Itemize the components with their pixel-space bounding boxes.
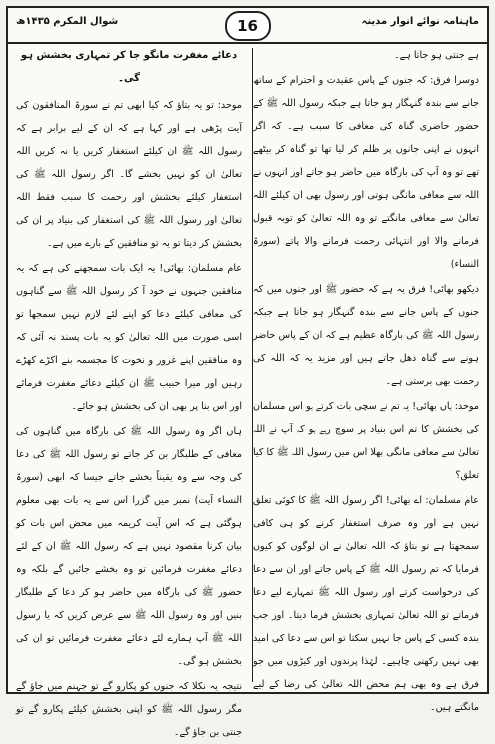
paragraph: ہے جنتی ہو جاتا ہے۔ xyxy=(393,50,479,61)
paragraph: دیکھو بھائی! فرق یہ ہے کہ حضور ﷺ اور جنوں میں کہ جنوں کے پاس جانے سے بندہ گنہگار ہو جاتا ہے جبکہ رسول اللہ ﷺ کی بارگاہ عظیم ہے کہ ان کے پاس حاضر ہونے سے گناہ دھل جاتے ہیں اور مزید یہ کہ اللہ کی رحمت بھی برستی ہے۔ xyxy=(253,284,479,387)
column-divider xyxy=(252,48,253,682)
paragraph: دعائے مغفرت مانگو جا کر تمہاری بخشش ہو گی۔ xyxy=(20,50,238,84)
magazine-page xyxy=(6,6,489,738)
paragraph: عام مسلمان: بھائی! یہ ایک بات سمجھنے کی ہے کہ یہ منافقین جنہوں نے خود آ کر رسول اللہ ﷺ سے گناہوں کی معافی کیلئے دعا کو اپنے لئے لازم نہیں سمجھا تو اسی صورت میں اللہ تعالیٰ کو یہ بات پسند نہ آئی کہ وہ منافقین اپنے غرور و نخوت کا مجسمہ بنے اکڑے کھڑے رہیں اور میرا حبیب ﷺ ان کیلئے دعائے مغفرت فرمائے اور اس بنا پر بھی ان کی بخشش ہو جائے۔ xyxy=(16,263,242,412)
paragraph: نتیجہ یہ نکلا کہ جنوں کو پکارو گے تو جہنم میں جاؤ گے مگر رسول اللہ ﷺ کو اپنی بخشش کیلئے پکارو گے تو جنتی بن جاؤ گے۔ xyxy=(16,681,242,738)
right-column xyxy=(253,44,479,713)
left-column xyxy=(16,44,242,738)
page-header xyxy=(8,8,487,44)
issue-date: شوال المکرم ۱۴۳۵ھ xyxy=(16,16,119,27)
magazine-title: ماہنامہ نوائے انوار مدینہ xyxy=(361,16,479,27)
paragraph: دوسرا فرق: کہ جنوں کے پاس عقیدت و احترام کے ساتھ جانے سے بندہ گنہگار ہو جاتا ہے جبکہ رسول اللہ ﷺ کے حضور حاضری گناہ کی معافی کا سبب ہے۔ کہ اگر انہوں نے اپنی جانوں پر ظلم کر لیا تھا تو گناہ کر بیٹھے تھے تو وہ آپ کی بارگاہ میں حاضر ہو جاتے اور انہوں نے اللہ سے معافی مانگی ہوتی اور رسول بھی ان کیلئے اللہ تعالیٰ سے معافی مانگتے تو وہ اللہ تعالیٰ کو توبہ قبول فرمانے والا اور انتہائی رحمت فرمانے والا پاتے (سورۃ النساء) xyxy=(253,75,479,270)
paragraph: موحد: ہاں بھائی! یہ تم نے سچی بات کرتے ہو اس مسلمان کی بخشش کا تم اس بنیاد پر سوچ رہے ہو کہ آپ نے اللہ تعالیٰ سے معافی مانگی بھلا اس میں رسول اللہ ﷺ کا کیا تعلق؟ xyxy=(253,401,479,481)
paragraph: عام مسلمان: اے بھائی! اگر رسول اللہ ﷺ کا کوئی تعلق نہیں ہے اور وہ صرف استغفار کرنے کو ہی کافی سمجھتا ہے تو بتاؤ کہ اللہ تعالیٰ نے ان لوگوں کو کیوں فرمایا کہ تم رسول اللہ ﷺ کے پاس جاتے اور ان سے دعا کی درخواست کرتے اور رسول اللہ ﷺ تمہارے لیے دعا فرماتے تو اللہ تعالیٰ تمہاری بخشش فرما دیتا۔ اور جب بندہ کسی کے پاس جا نہیں سکتا تو اس سے دعا کی امید بھی نہیں رکھنی چاہیے۔ لہٰذا پرندوں اور کیڑوں میں جو فرق ہے وہ بھی ہم محض اللہ تعالیٰ کی رضا کے لیے مانگتے ہیں۔ xyxy=(253,495,479,713)
paragraph: موحد: تو یہ بتاؤ کہ کیا ابھی تم نے سورۃ المنافقون کی آیت پڑھی ہے اور کہا ہے کہ ان کے لیے برابر ہے کہ رسول اللہ ﷺ ان کیلئے استغفار کریں یا نہ کریں اللہ تعالیٰ ان کو نہیں بخشے گا۔ اگر رسول اللہ ﷺ کی استغفار کیلئے بخشش اور رحمت کا سبب فقط اللہ تعالیٰ اور رسول اللہ ﷺ کی استغفار کی بنیاد پر ان کی بخشش کر دیتا تو یہ تو منافقین کے بارے میں ہے۔ xyxy=(16,100,242,249)
page-body xyxy=(16,44,479,738)
page-number: 16 xyxy=(225,11,271,41)
paragraph: ہاں اگر وہ رسول اللہ ﷺ کی بارگاہ میں گناہوں کی معافی کے طلبگار بن کر جاتے تو رسول اللہ ﷺ کی دعا کی وجہ سے وہ یقیناً بخشے جاتے جیسا کہ ابھی (سورۃ النساء آیت) نمبر میں گزرا اس سے یہ بات بھی معلوم ہوگئی ہے کہ اس آیت کریمہ میں محض اس بات کو بیان کرنا مقصود نہیں ہے کہ رسول اللہ ﷺ ان کے لئے دعائے مغفرت فرمائیں تو وہ بخشے جائیں گے بلکہ وہ حضور ﷺ کی بارگاہ میں حاضر ہو کر دعا کے طلبگار بنیں اور وہ رسول اللہ ﷺ سے عرض کریں کہ یا رسول اللہ ﷺ آپ ہمارے لئے دعائے مغفرت فرمائیں تو ان کی بخشش ہو گی۔ xyxy=(16,426,242,667)
